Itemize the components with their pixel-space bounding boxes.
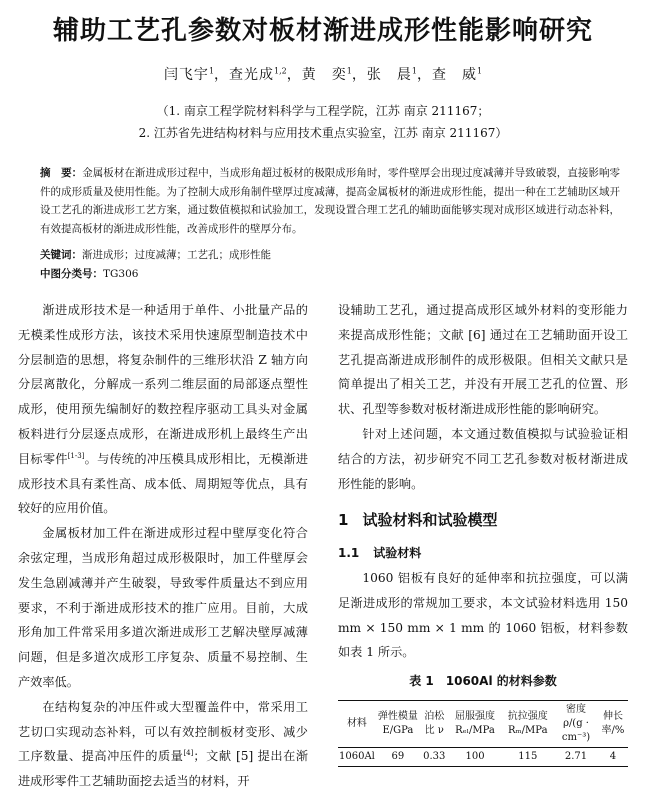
- author-affiliation: 1,2: [274, 66, 287, 76]
- table-cell: 4: [598, 747, 628, 766]
- table-header-cell: 伸长率/%: [598, 700, 628, 747]
- affiliation-line: （1. 南京工程学院材料科学与工程学院，江苏 南京 211167；: [156, 104, 490, 118]
- table-cell: 115: [501, 747, 554, 766]
- subsection-heading: [338, 541, 628, 566]
- keywords-text: 渐进成形；过度减薄；工艺孔；成形性能: [82, 249, 271, 261]
- paragraph-text: 在结构复杂的冲压件或大型覆盖件中，常采用工艺切口实现动态补料，可以有效控制板材变形、减少工序数量、提高冲压件的质量: [18, 699, 308, 764]
- paper-title: 辅助工艺孔参数对板材渐进成形性能影响研究: [52, 16, 593, 46]
- clc-text: TG306: [103, 268, 139, 280]
- citation: [4]: [183, 749, 194, 758]
- table-header-cell: 抗拉强度 Rₘ/MPa: [501, 700, 554, 747]
- author-name: 查 威: [431, 67, 477, 83]
- author-affiliation: 1: [346, 66, 352, 76]
- table-cell: 1060Al: [338, 747, 376, 766]
- keywords: [40, 247, 271, 262]
- right-column: [338, 298, 628, 767]
- table-cell: 100: [449, 747, 502, 766]
- author-name: 闫飞宇: [163, 67, 209, 83]
- table-cell: 0.33: [420, 747, 449, 766]
- section-heading: [338, 508, 628, 533]
- author-name: 黄 奕: [301, 67, 347, 83]
- table-header-cell: 泊松比 ν: [420, 700, 449, 747]
- body-paragraph: 设辅助工艺孔，通过提高成形区域外材料的变形能力来提高成形性能；文献 [6] 通过在工艺辅助面开设工艺孔提高渐进成形制件的成形极限。但相关文献只是简单提出了相关工艺，并没有开展工艺孔的位置、形状、孔型等参数对板材渐进成形性能的影响研究。: [338, 303, 628, 417]
- table-row: [338, 747, 628, 766]
- body-paragraph: 针对上述问题，本文通过数值模拟与试验验证相结合的方法，初步研究不同工艺孔参数对板材渐进成形性能的影响。: [338, 426, 628, 491]
- paragraph-text: ；文献 [5] 提出在渐进成形零件工艺辅助面挖去适当的材料，开: [18, 749, 309, 789]
- left-column: [18, 298, 308, 794]
- body-paragraph: 1060 铝板有良好的延伸率和抗拉强度，可以满足渐进成形的常规加工要求，本文试验材料选用 150 mm × 150 mm × 1 mm 的 1060 铝板，材料参数如表 1 所示。: [338, 570, 628, 660]
- author-affiliation: 1: [208, 66, 215, 76]
- keywords-label: 关键词：: [40, 249, 82, 261]
- body-paragraph: 金属板材加工件在渐进成形过程中壁厚变化符合余弦定理，当成形角超过成形极限时，加工件壁厚会发生急剧减薄并产生破裂，导致零件质量达不到应用要求，不利于渐进成形技术的推广应用。目前，大成形角加工件常采用多道次渐进成形工艺解决壁厚减薄问题，但是多道次成形工序复杂、质量不易控制、生产效率低。: [18, 526, 308, 689]
- author-line: 闫飞宇$^1$，查光成$^{1,2}$，黄 奕$^1$，张 晨$^1$，查 威$^1$: [163, 66, 483, 83]
- abstract-text: 金属板材在渐进成形过程中，当成形角超过板材的极限成形角时，零件壁厚会出现过度减薄并导致破裂，直接影响零件的成形质量及使用性能。为了控制大成形角制件壁厚过度减薄，提高金属板材的渐进成形性能，提出一种在工艺辅助区域开设工艺孔的渐进成形工艺方案，通过数值模拟和试验加工，发现设置合理工艺孔的辅助面能够实现对成形区域进行动态补料，有效提高板材的渐进成形性能，改善成形件的壁厚分布。: [40, 167, 620, 235]
- author-affiliation: 1: [411, 66, 417, 76]
- table-cell: 2.71: [554, 747, 598, 766]
- subsection-number: 1.1: [338, 546, 360, 561]
- author-affiliation: 1: [476, 66, 483, 76]
- subsection-title: 试验材料: [373, 546, 422, 561]
- table-header-cell: 屈服强度 Rₑₗ/MPa: [449, 700, 502, 747]
- body-paragraph: [18, 298, 308, 521]
- abstract: [40, 164, 620, 238]
- material-table: [338, 700, 628, 767]
- paragraph-text: 。与传统的冲压模具成形相比，无模渐进成形技术具有柔性高、成本低、周期短等优点，具有较好的应用价值。: [18, 451, 309, 516]
- abstract-label: 摘 要：: [40, 167, 83, 179]
- paragraph-text: 渐进成形技术是一种适用于单件、小批量产品的无模柔性成形方法，该技术采用快速原型制造技术中分层制造的思想，将复杂制件的三维形状沿 Z 轴方向分层离散化，分解成一系列二维层面的局部逐点塑性成形，使用预先编制好的数控程序驱动工具头对金属板料进行分层逐点成形，在渐进成形机上最终生产出目标零件: [18, 303, 308, 466]
- author-name: 张 晨: [366, 67, 412, 83]
- section-number: 1: [338, 511, 349, 530]
- table-header-row: [338, 700, 628, 747]
- table-header-cell: 密度 ρ/(g · cm⁻³): [554, 700, 598, 747]
- affiliation-line: 2. 江苏省先进结构材料与应用技术重点实验室，江苏 南京 211167）: [138, 126, 508, 140]
- body-paragraph: [18, 695, 308, 794]
- table-header-cell: 弹性模量 E/GPa: [376, 700, 420, 747]
- clc-label: 中图分类号：: [40, 268, 103, 280]
- author-name: 查光成: [229, 67, 275, 83]
- table-header-cell: 材料: [338, 700, 376, 747]
- citation: [1-3]: [67, 451, 85, 460]
- section-title: 试验材料和试验模型: [362, 511, 498, 530]
- table-cell: 69: [376, 747, 420, 766]
- clc-number: [40, 266, 138, 281]
- table-caption: 表 1 1060Al 的材料参数: [409, 674, 557, 689]
